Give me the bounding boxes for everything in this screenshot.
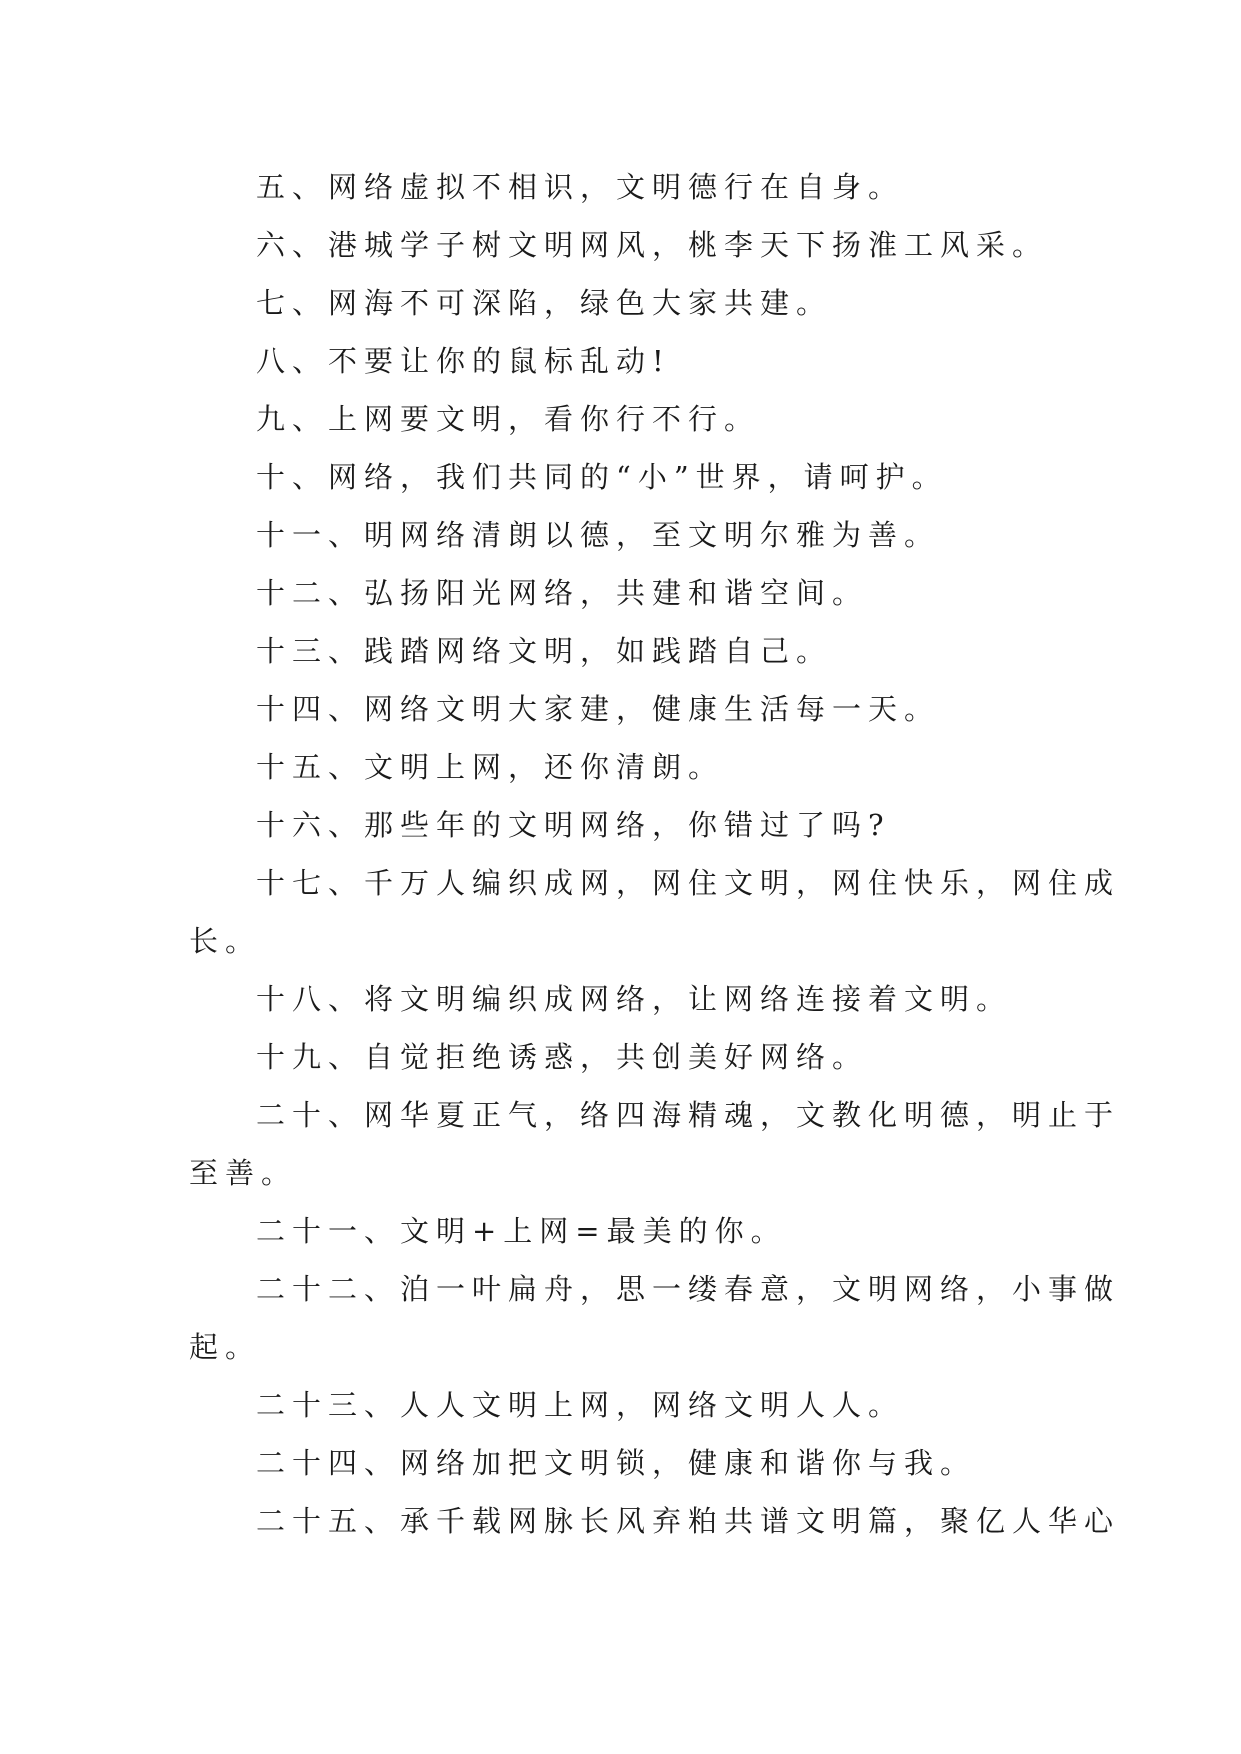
text-line: 五、网络虚拟不相识，文明德行在自身。 (256, 170, 905, 204)
text-line: 十五、文明上网，还你清朗。 (256, 750, 725, 784)
text-line: 十四、网络文明大家建，健康生活每一天。 (256, 692, 941, 726)
text-line: 十、网络，我们共同的“小”世界，请呵护。 (256, 460, 948, 494)
text-line: 七、网海不可深陷，绿色大家共建。 (256, 286, 833, 320)
text-line: 二十、网华夏正气，络四海精魂，文教化明德，明止于 (256, 1098, 1121, 1132)
text-line: 十一、明网络清朗以德，至文明尔雅为善。 (256, 518, 941, 552)
text-line: 十七、千万人编织成网，网住文明，网住快乐，网住成 (256, 866, 1121, 900)
text-line: 十九、自觉拒绝诱惑，共创美好网络。 (256, 1040, 869, 1074)
text-line: 十八、将文明编织成网络，让网络连接着文明。 (256, 982, 1013, 1016)
text-line: 二十一、文明+上网=最美的你。 (256, 1214, 787, 1248)
document-page (189, 158, 1121, 1550)
text-line: 二十三、人人文明上网，网络文明人人。 (256, 1388, 905, 1422)
text-line: 二十四、网络加把文明锁，健康和谐你与我。 (256, 1446, 977, 1480)
text-line-continuation: 长。 (189, 924, 262, 958)
text-line: 十六、那些年的文明网络，你错过了吗? (256, 808, 891, 842)
text-line: 九、上网要文明，看你行不行。 (256, 402, 761, 436)
text-line-continuation: 起。 (189, 1330, 262, 1364)
text-line: 十二、弘扬阳光网络，共建和谐空间。 (256, 576, 869, 610)
text-line: 十三、践踏网络文明，如践踏自己。 (256, 634, 833, 668)
text-line-continuation: 至善。 (189, 1156, 298, 1190)
text-line: 二十五、承千载网脉长风弃粕共谱文明篇，聚亿人华心 (256, 1504, 1121, 1538)
text-line: 二十二、泊一叶扁舟，思一缕春意，文明网络，小事做 (256, 1272, 1121, 1306)
text-line: 八、不要让你的鼠标乱动! (256, 344, 671, 378)
text-line: 六、港城学子树文明网风，桃李天下扬淮工风采。 (256, 228, 1049, 262)
